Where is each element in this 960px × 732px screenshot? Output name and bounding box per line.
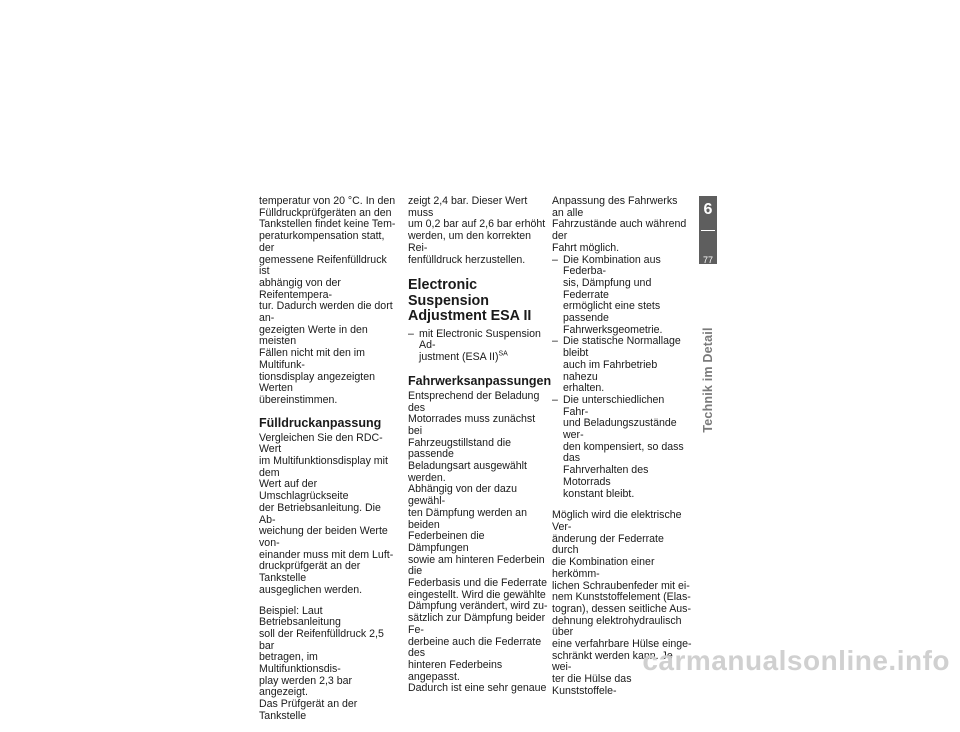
text-column-middle [408,195,552,704]
paragraph: Möglich wird die elektrische Ver- änderung der Federrate durch die Kombination einer herkömm- lichen Schraubenfeder mit ei- nem Kunststoffelement (Elas- togran), dessen seitliche Aus- dehnung elektrohydraulisch über eine verfahrbare Hülse einge- schränkt werden kann. Je wei- ter die Hülse das Kunststoffele- [552,509,692,697]
text-column-left [259,196,399,732]
list-item-text: Die Kombination aus Federba- sis, Dämpfung und Federrate ermöglicht eine stets passende Fahrwerksgeometrie. [563,253,663,336]
chapter-number: 6 [703,201,713,218]
equipment-list [408,329,548,364]
dash-bullet: – [552,393,558,406]
text-column-right [552,196,692,707]
list-item-text: mit Electronic Suspension Ad- justment (ESA II) [419,327,541,364]
list-item [552,395,692,500]
feature-list [552,255,692,501]
chapter-divider [701,230,715,231]
list-item [552,255,692,337]
option-superscript: SA [498,350,508,358]
list-item [408,329,548,364]
paragraph: zeigt 2,4 bar. Dieser Wert muss um 0,2 bar auf 2,6 bar erhöht werden, um den korrekten Rei- fenfülldruck herzustellen. [408,195,546,266]
section-heading: Fülldruckanpassung [259,415,382,430]
dash-bullet: – [408,327,414,340]
paragraph: temperatur von 20 °C. In den Fülldruckprüfgeräten an den Tankstellen findet keine Tem- peraturkompensation statt, der gemessene Reifenfülldruck ist abhängig von der Reifentempera- tur. Dadurch werden die dort an- gezeigten Werte in den meisten Fällen nicht mit den im Multifunk- tionsdisplay angezeigten Werten übereinstimmen. [259,195,396,406]
list-item-text: Die statische Normallage bleibt auch im Fahrbetrieb nahezu erhalten. [563,335,681,395]
chapter-section-heading: Electronic Suspension Adjustment ESA II [408,277,532,325]
list-item [552,336,692,395]
section-side-label: Technik im Detail [701,327,715,433]
paragraph: Beispiel: Laut Betriebsanleitung soll der Reifenfülldruck 2,5 bar betragen, im Multifunktionsdis- play werden 2,3 bar angezeigt. Das Prüfgerät an der Tankstelle [259,604,384,722]
dash-bullet: – [552,335,558,348]
paragraph: Entsprechend der Beladung des Motorrades muss zunächst bei Fahrzeugstillstand die passende Beladungsart ausgewählt werden. Abhängig von der dazu gewähl- ten Dämpfung werden an beiden Federbeinen die Dämpfungen sowie am hinteren Federbein die Federbasis und die Federrate eingestellt. Wird die gewählte Dämpfung verändert, wird zu- sätzlich zur Dämpfung beider Fe- derbeine auch die Federrate des hinteren Federbeins angepasst. Dadurch ist eine sehr genaue [408,389,548,695]
paragraph: Anpassung des Fahrwerks an alle Fahrzustände auch während der Fahrt möglich. [552,195,687,254]
list-item-text: Die unterschiedlichen Fahr- und Beladungszustände wer- den kompensiert, so dass das Fahrverhalten des Motorrads konstant bleibt. [563,393,684,500]
watermark: carmanualsonline.info [642,645,950,676]
paragraph: Vergleichen Sie den RDC-Wert im Multifunktionsdisplay mit dem Wert auf der Umschlagrückseite der Betriebsanleitung. Die Ab- weichung der beiden Werte von- einander muss mit dem Luft- druckprüfgerät an der Tankstelle ausgeglichen werden. [259,431,394,596]
section-heading: Fahrwerksanpassungen [408,373,552,388]
dash-bullet: – [552,253,558,266]
page-number: 77 [702,255,713,265]
